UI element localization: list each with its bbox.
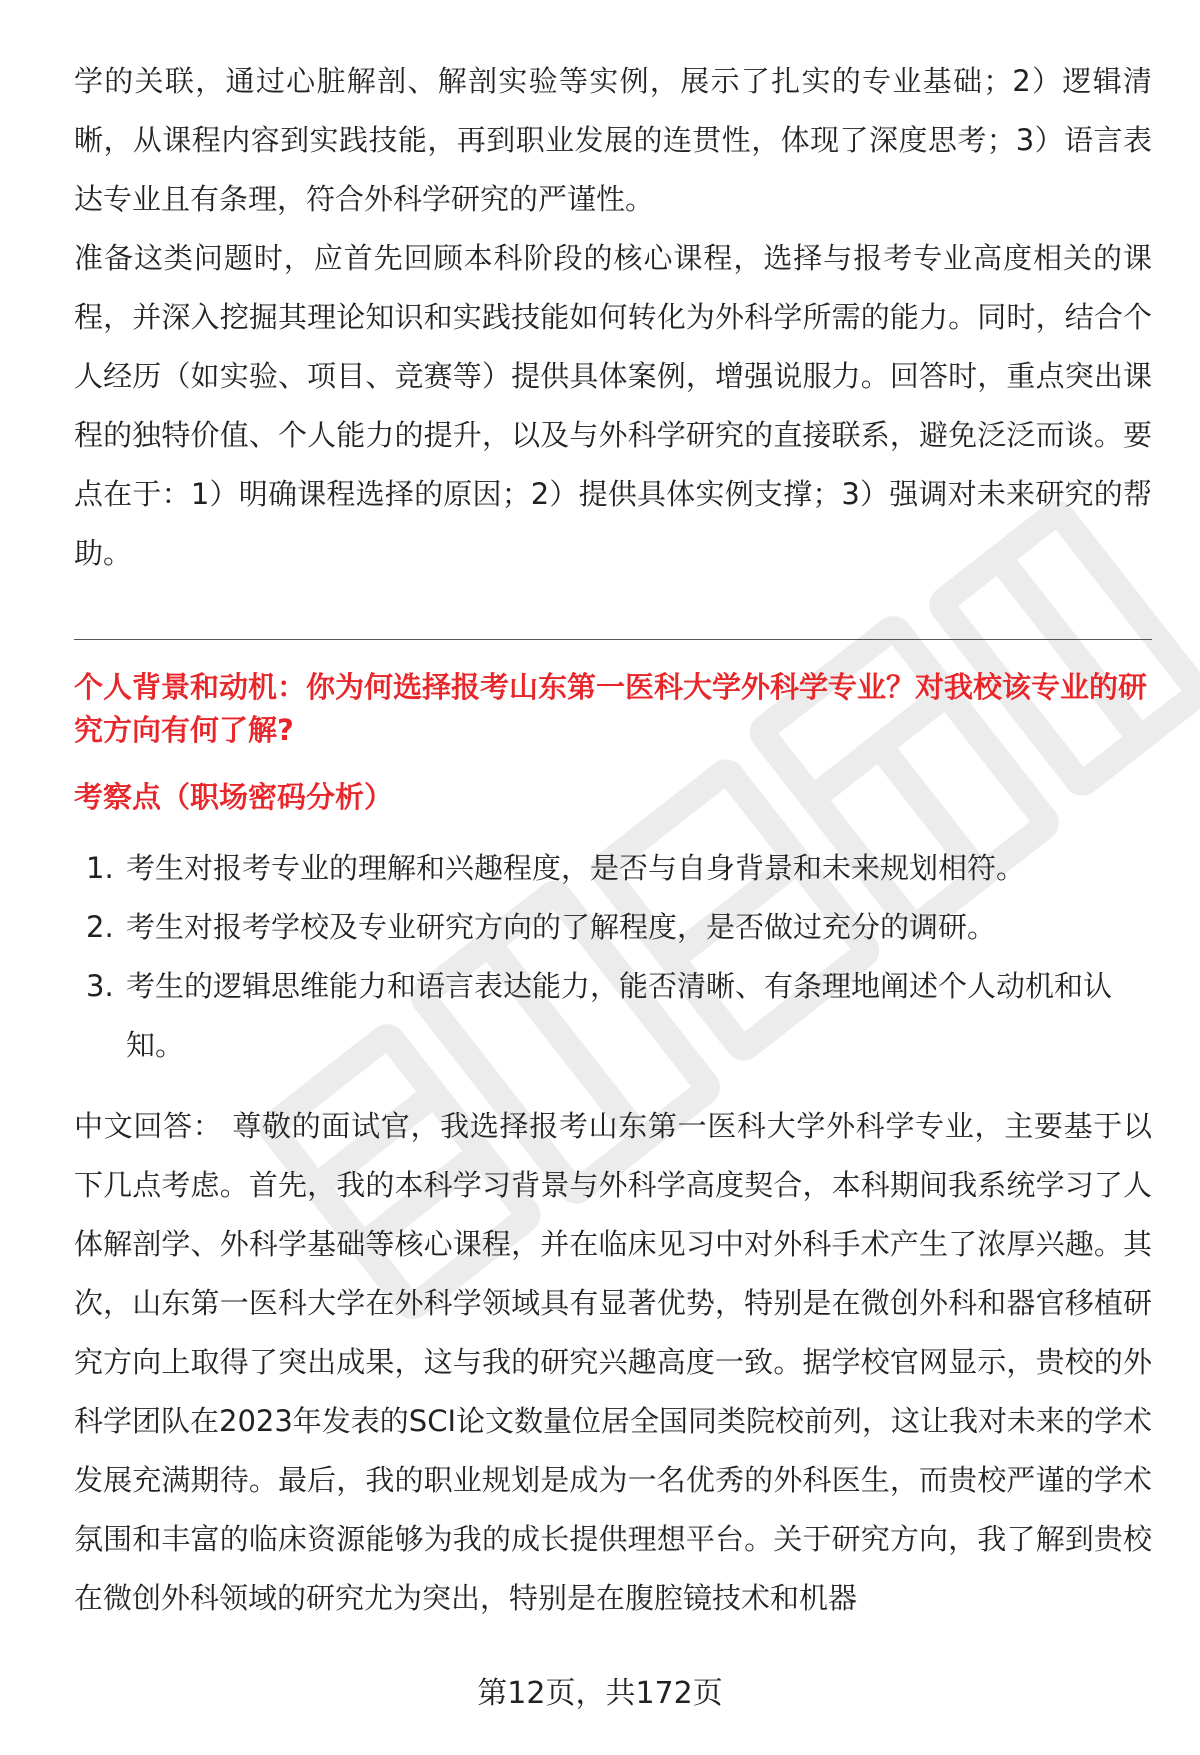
list-item xyxy=(74,839,1152,898)
section-divider xyxy=(74,639,1152,640)
intro-paragraph-1: 学的关联，通过心脏解剖、解剖实验等实例，展示了扎实的专业基础；2）逻辑清晰，从课程内容到实践技能，再到职业发展的连贯性，体现了深度思考；3）语言表达专业且有条理，符合外科学研究的严谨性。 xyxy=(74,64,1152,216)
list-item-number: 3. xyxy=(86,969,114,1003)
list-item-text: 考生对报考专业的理解和兴趣程度，是否与自身背景和未来规划相符。 xyxy=(126,851,1026,885)
page-content xyxy=(74,52,1152,1628)
list-item xyxy=(74,898,1152,957)
list-item-number: 2. xyxy=(86,910,114,944)
page-footer: 第12页，共172页 xyxy=(477,1676,723,1711)
assessment-subheading: 考察点（职场密码分析） xyxy=(74,780,394,814)
intro-paragraph-2: 准备这类问题时，应首先回顾本科阶段的核心课程，选择与报考专业高度相关的课程，并深入挖掘其理论知识和实践技能如何转化为外科学所需的能力。同时，结合个人经历（如实验、项目、竞赛等）提供具体案例，增强说服力。回答时，重点突出课程的独特价值、个人能力的提升，以及与外科学研究的直接联系，避免泛泛而谈。要点在于：1）明确课程选择的原因；2）提供具体实例支撑；3）强调对未来研究的帮助。 xyxy=(74,241,1152,570)
list-item-text: 考生的逻辑思维能力和语言表达能力，能否清晰、有条理地阐述个人动机和认知。 xyxy=(126,969,1113,1062)
list-item-text: 考生对报考学校及专业研究方向的了解程度，是否做过充分的调研。 xyxy=(126,910,997,944)
answer-paragraph: 中文回答： 尊敬的面试官，我选择报考山东第一医科大学外科学专业，主要基于以下几点考虑。首先，我的本科学习背景与外科学高度契合，本科期间我系统学习了人体解剖学、外科学基础等核心课程，并在临床见习中对外科手术产生了浓厚兴趣。其次，山东第一医科大学在外科学领域具有显著优势，特别是在微创外科和器官移植研究方向上取得了突出成果，这与我的研究兴趣高度一致。据学校官网显示，贵校的外科学团队在2023年发表的SCI论文数量位居全国同类院校前列，这让我对未来的学术发展充满期待。最后，我的职业规划是成为一名优秀的外科医生，而贵校严谨的学术氛围和丰富的临床资源能够为我的成长提供理想平台。关于研究方向，我了解到贵校在微创外科领域的研究尤为突出，特别是在腹腔镜技术和机器 xyxy=(74,1109,1153,1615)
question-heading: 个人背景和动机：你为何选择报考山东第一医科大学外科学专业？对我校该专业的研究方向有何了解? xyxy=(74,670,1148,747)
list-item-number: 1. xyxy=(86,851,114,885)
assessment-points-list xyxy=(74,839,1152,1075)
list-item xyxy=(74,957,1152,1075)
